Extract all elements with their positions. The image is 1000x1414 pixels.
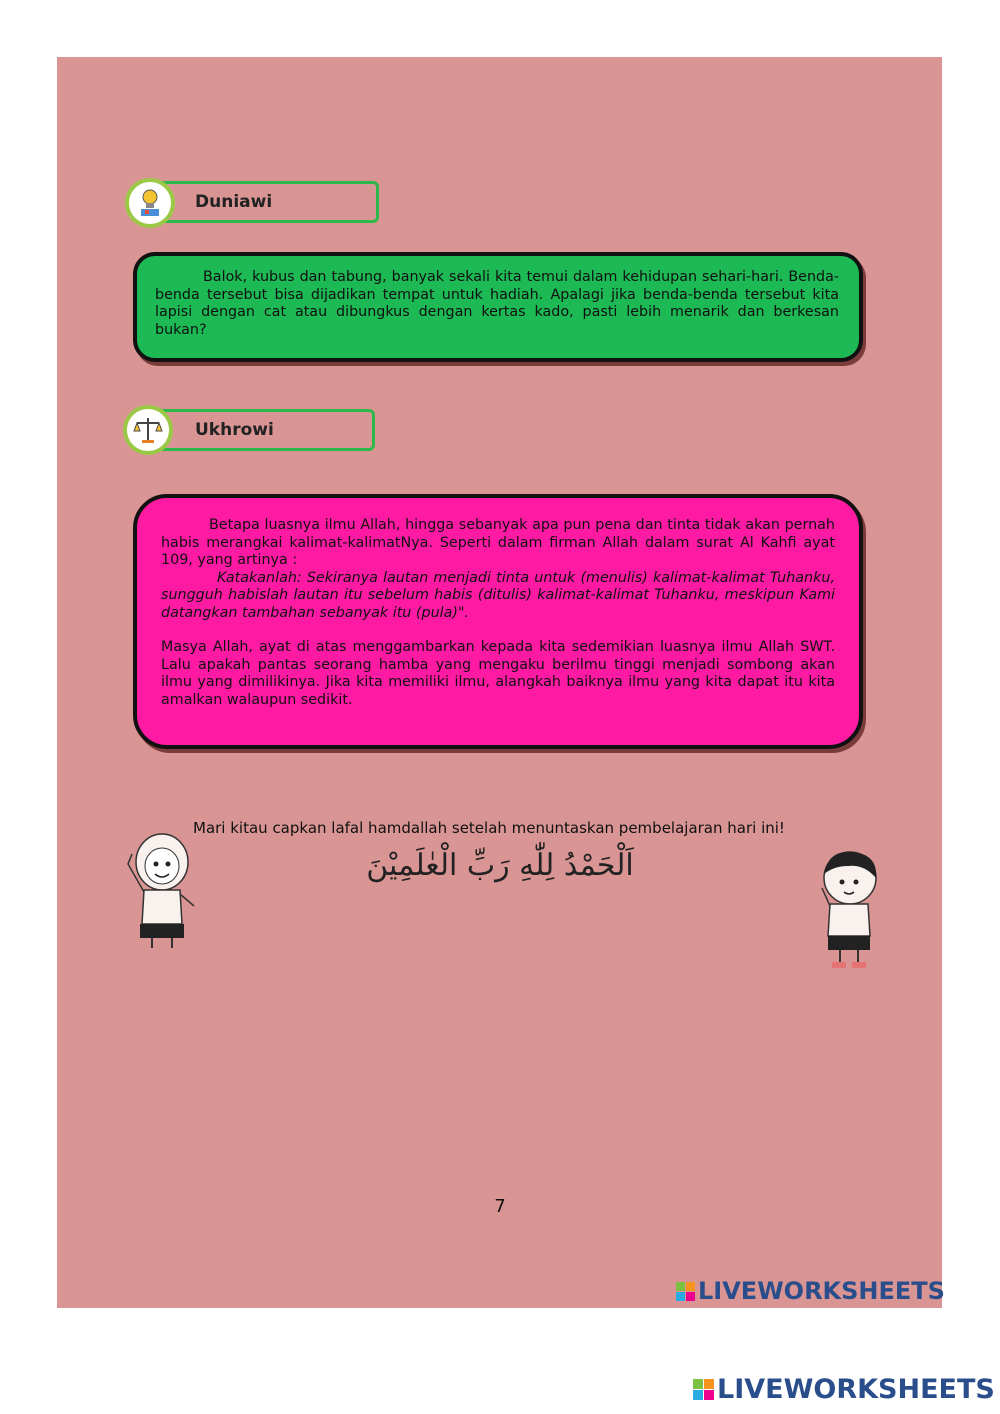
section-title: Ukhrowi bbox=[195, 420, 274, 440]
scale-icon bbox=[123, 405, 173, 455]
boy-illustration bbox=[808, 844, 886, 970]
page-number: 7 bbox=[494, 1196, 506, 1217]
closing-text: Mari kitau capkan lafal hamdallah setelah menuntaskan pembelajaran hari ini! bbox=[193, 819, 785, 837]
section-label-duniawi bbox=[125, 178, 385, 230]
watermark-text: LIVEWORKSHEETS bbox=[717, 1374, 995, 1405]
duniawi-text-box bbox=[133, 252, 863, 362]
girl-illustration bbox=[122, 824, 200, 952]
watermark-inner bbox=[676, 1277, 945, 1305]
liveworksheets-logo-icon bbox=[693, 1379, 714, 1400]
section-title: Duniawi bbox=[195, 192, 273, 212]
ukhrowi-quote: Katakanlah: Sekiranya lautan menjadi tinta untuk (menulis) kalimat-kalimat Tuhanku, sungguh habislah lautan itu sebelum habis (ditulis) kalimat-kalimat Tuhanku, meskipun Kami datangkan tambahan sebanyak itu (pula)". bbox=[161, 569, 835, 621]
ukhrowi-text-box bbox=[133, 494, 863, 749]
hamdalah-arabic: اَلْحَمْدُ لِلّٰهِ رَبِّ الْعٰلَمِيْنَ bbox=[366, 848, 634, 883]
lightbulb-icon bbox=[125, 178, 175, 228]
liveworksheets-logo-icon bbox=[676, 1282, 695, 1301]
duniawi-paragraph: Balok, kubus dan tabung, banyak sekali kita temui dalam kehidupan sehari-hari. Benda-benda tersebut bisa dijadikan tempat untuk hadiah. Apalagi jika benda-benda tersebut kita lapisi dengan cat atau dibungkus dengan kertas kado, pasti lebih menarik dan berkesan bukan? bbox=[155, 269, 839, 338]
ukhrowi-paragraph-1: Betapa luasnya ilmu Allah, hingga sebanyak apa pun pena dan tinta tidak akan pernah habis merangkai kalimat-kalimatNya. Seperti dalam firman Allah dalam surat Al Kahfi ayat 109, yang artinya : bbox=[161, 517, 835, 568]
watermark-outer bbox=[693, 1374, 995, 1405]
ukhrowi-paragraph-2: Masya Allah, ayat di atas menggambarkan kepada kita sedemikian luasnya ilmu Allah SWT. Lalu apakah pantas seorang hamba yang mengaku berilmu tinggi menjadi sombong akan ilmu yang dimilikinya. Jika kita memiliki ilmu, alangkah baiknya ilmu yang kita dapat itu kita amalkan walaupun sedikit. bbox=[161, 639, 835, 708]
section-label-ukhrowi bbox=[123, 405, 383, 457]
watermark-text: LIVEWORKSHEETS bbox=[698, 1277, 945, 1305]
